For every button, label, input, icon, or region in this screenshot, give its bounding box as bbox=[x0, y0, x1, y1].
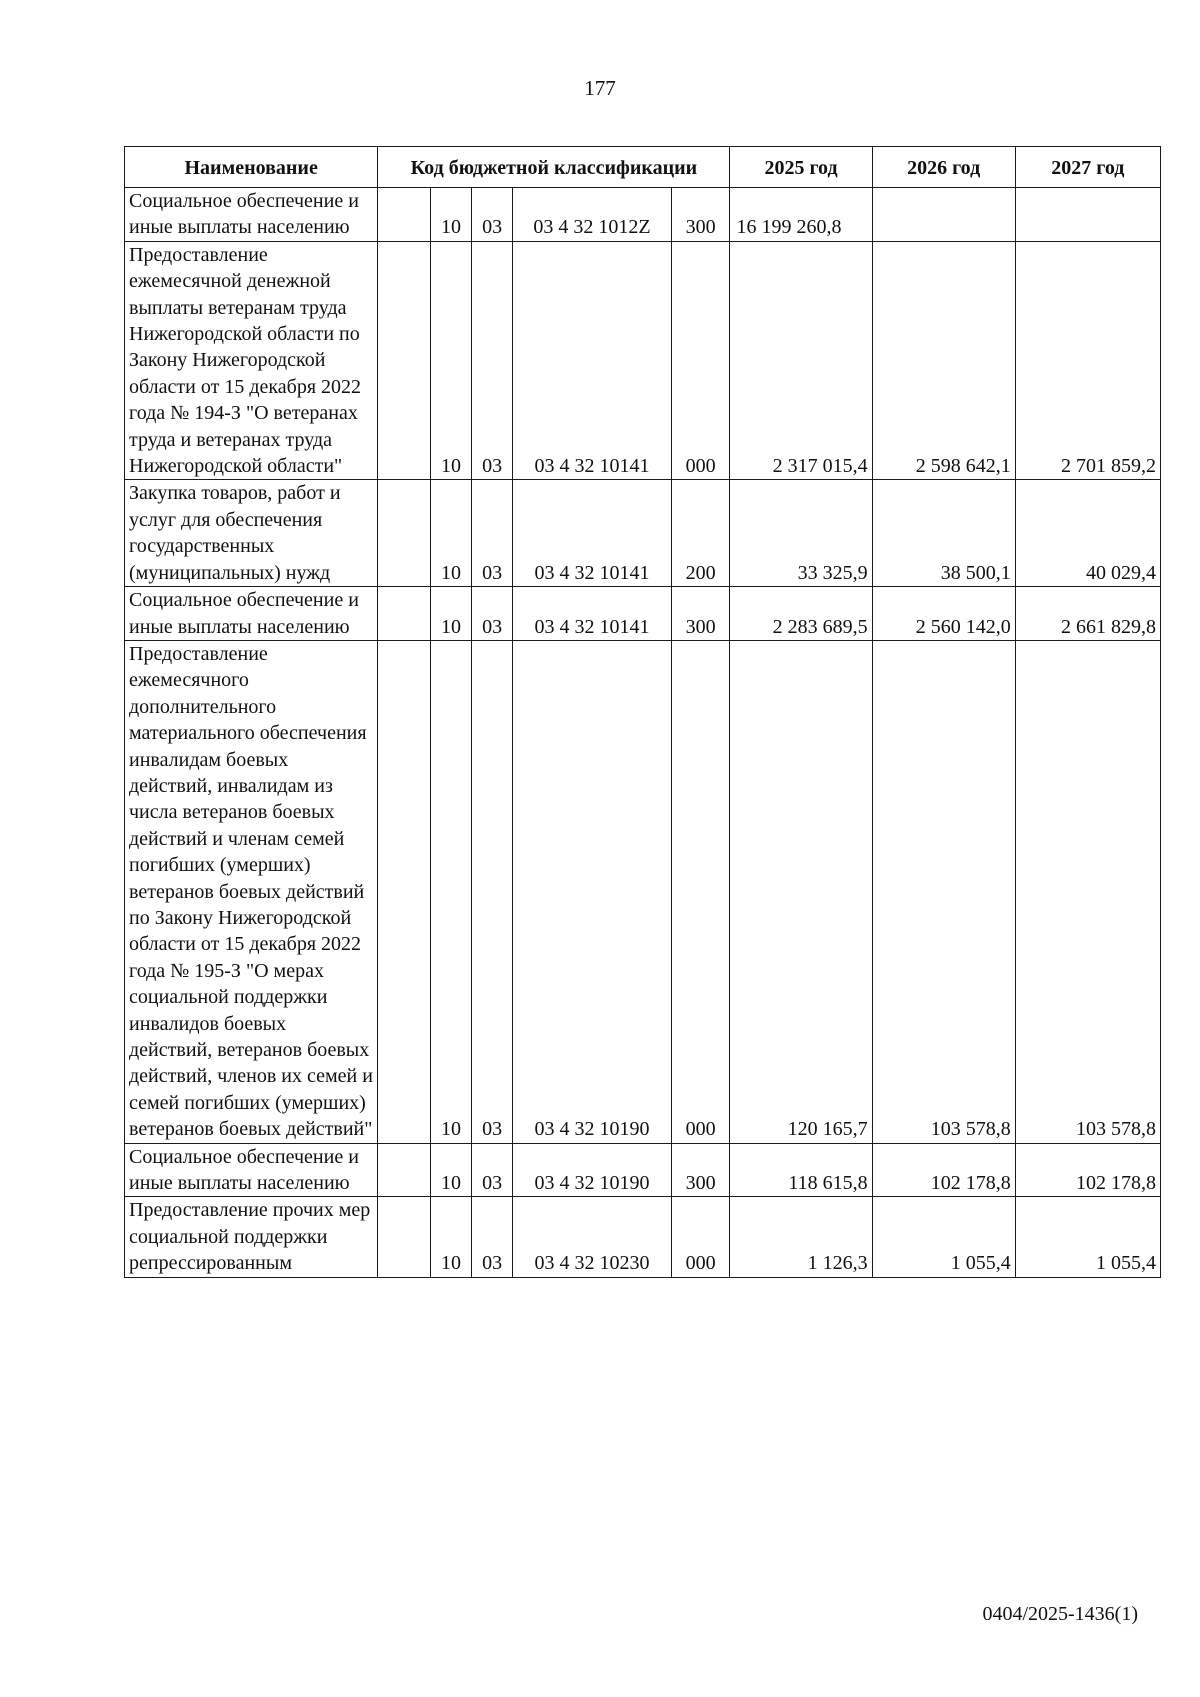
subsection-code: 03 bbox=[472, 1197, 513, 1277]
section-code: 10 bbox=[430, 1143, 471, 1197]
amount-2025: 1 126,3 bbox=[730, 1197, 872, 1277]
code-cell-blank bbox=[378, 640, 431, 1143]
table-row bbox=[125, 640, 1161, 1143]
amount-2027: 2 661 829,8 bbox=[1015, 587, 1160, 641]
target-article-code: 03 4 32 10190 bbox=[513, 1143, 672, 1197]
amount-2027: 103 578,8 bbox=[1015, 640, 1160, 1143]
expense-type-code: 000 bbox=[671, 241, 730, 480]
expense-type-code: 000 bbox=[671, 640, 730, 1143]
code-cell-blank bbox=[378, 1143, 431, 1197]
amount-2026: 38 500,1 bbox=[872, 480, 1015, 587]
row-name: Предоставление ежемесячного дополнительного материального обеспечения инвалидам боевых действий, инвалидам из числа ветеранов боевых действий и членам семей погибших (умерших) ветеранов боевых действий по Закону Нижегородской области от 15 декабря 2022 года № 195-З "О мерах социальной поддержки инвалидов боевых действий, ветеранов боевых действий, членов их семей и семей погибших (умерших) ветеранов боевых действий" bbox=[125, 640, 378, 1143]
amount-2027: 2 701 859,2 bbox=[1015, 241, 1160, 480]
section-code: 10 bbox=[430, 640, 471, 1143]
header-year-2026: 2026 год bbox=[872, 147, 1015, 188]
section-code: 10 bbox=[430, 480, 471, 587]
expense-type-code: 200 bbox=[671, 480, 730, 587]
subsection-code: 03 bbox=[472, 188, 513, 242]
target-article-code: 03 4 32 10190 bbox=[513, 640, 672, 1143]
subsection-code: 03 bbox=[472, 1143, 513, 1197]
page-number: 177 bbox=[584, 76, 616, 100]
table-row bbox=[125, 480, 1161, 587]
code-cell-blank bbox=[378, 587, 431, 641]
amount-2026 bbox=[872, 188, 1015, 242]
amount-2027: 40 029,4 bbox=[1015, 480, 1160, 587]
amount-2026: 1 055,4 bbox=[872, 1197, 1015, 1277]
target-article-code: 03 4 32 10141 bbox=[513, 241, 672, 480]
code-cell-blank bbox=[378, 480, 431, 587]
row-name: Социальное обеспечение и иные выплаты населению bbox=[125, 1143, 378, 1197]
code-cell-blank bbox=[378, 241, 431, 480]
table-row bbox=[125, 1197, 1161, 1277]
target-article-code: 03 4 32 10230 bbox=[513, 1197, 672, 1277]
code-cell-blank bbox=[378, 188, 431, 242]
header-budget-code: Код бюджетной классификации bbox=[378, 147, 730, 188]
table-row bbox=[125, 241, 1161, 480]
subsection-code: 03 bbox=[472, 480, 513, 587]
subsection-code: 03 bbox=[472, 640, 513, 1143]
amount-2025: 16 199 260,8 bbox=[730, 188, 872, 242]
row-name: Социальное обеспечение и иные выплаты населению bbox=[125, 587, 378, 641]
code-cell-blank bbox=[378, 1197, 431, 1277]
amount-2025: 118 615,8 bbox=[730, 1143, 872, 1197]
table-header-row bbox=[125, 147, 1161, 188]
expense-type-code: 300 bbox=[671, 587, 730, 641]
row-name: Закупка товаров, работ и услуг для обеспечения государственных (муниципальных) нужд bbox=[125, 480, 378, 587]
table-row bbox=[125, 1143, 1161, 1197]
expense-type-code: 300 bbox=[671, 188, 730, 242]
amount-2025: 120 165,7 bbox=[730, 640, 872, 1143]
header-name: Наименование bbox=[125, 147, 378, 188]
budget-table bbox=[124, 146, 1161, 1278]
subsection-code: 03 bbox=[472, 587, 513, 641]
amount-2027: 102 178,8 bbox=[1015, 1143, 1160, 1197]
row-name: Предоставление ежемесячной денежной выплаты ветеранам труда Нижегородской области по Закону Нижегородской области от 15 декабря 2022 года № 194-З "О ветеранах труда и ветеранах труда Нижегородской области" bbox=[125, 241, 378, 480]
target-article-code: 03 4 32 10141 bbox=[513, 480, 672, 587]
amount-2026: 102 178,8 bbox=[872, 1143, 1015, 1197]
amount-2026: 2 598 642,1 bbox=[872, 241, 1015, 480]
amount-2025: 2 317 015,4 bbox=[730, 241, 872, 480]
header-year-2027: 2027 год bbox=[1015, 147, 1160, 188]
amount-2026: 2 560 142,0 bbox=[872, 587, 1015, 641]
amount-2027: 1 055,4 bbox=[1015, 1197, 1160, 1277]
section-code: 10 bbox=[430, 1197, 471, 1277]
amount-2027 bbox=[1015, 188, 1160, 242]
header-year-2025: 2025 год bbox=[730, 147, 872, 188]
target-article-code: 03 4 32 1012Z bbox=[513, 188, 672, 242]
document-registration-code: 0404/2025-1436(1) bbox=[982, 1603, 1138, 1625]
section-code: 10 bbox=[430, 188, 471, 242]
row-name: Предоставление прочих мер социальной поддержки репрессированным bbox=[125, 1197, 378, 1277]
section-code: 10 bbox=[430, 587, 471, 641]
section-code: 10 bbox=[430, 241, 471, 480]
amount-2025: 33 325,9 bbox=[730, 480, 872, 587]
row-name: Социальное обеспечение и иные выплаты населению bbox=[125, 188, 378, 242]
expense-type-code: 000 bbox=[671, 1197, 730, 1277]
subsection-code: 03 bbox=[472, 241, 513, 480]
expense-type-code: 300 bbox=[671, 1143, 730, 1197]
table-row bbox=[125, 587, 1161, 641]
amount-2025: 2 283 689,5 bbox=[730, 587, 872, 641]
table-row bbox=[125, 188, 1161, 242]
amount-2026: 103 578,8 bbox=[872, 640, 1015, 1143]
target-article-code: 03 4 32 10141 bbox=[513, 587, 672, 641]
